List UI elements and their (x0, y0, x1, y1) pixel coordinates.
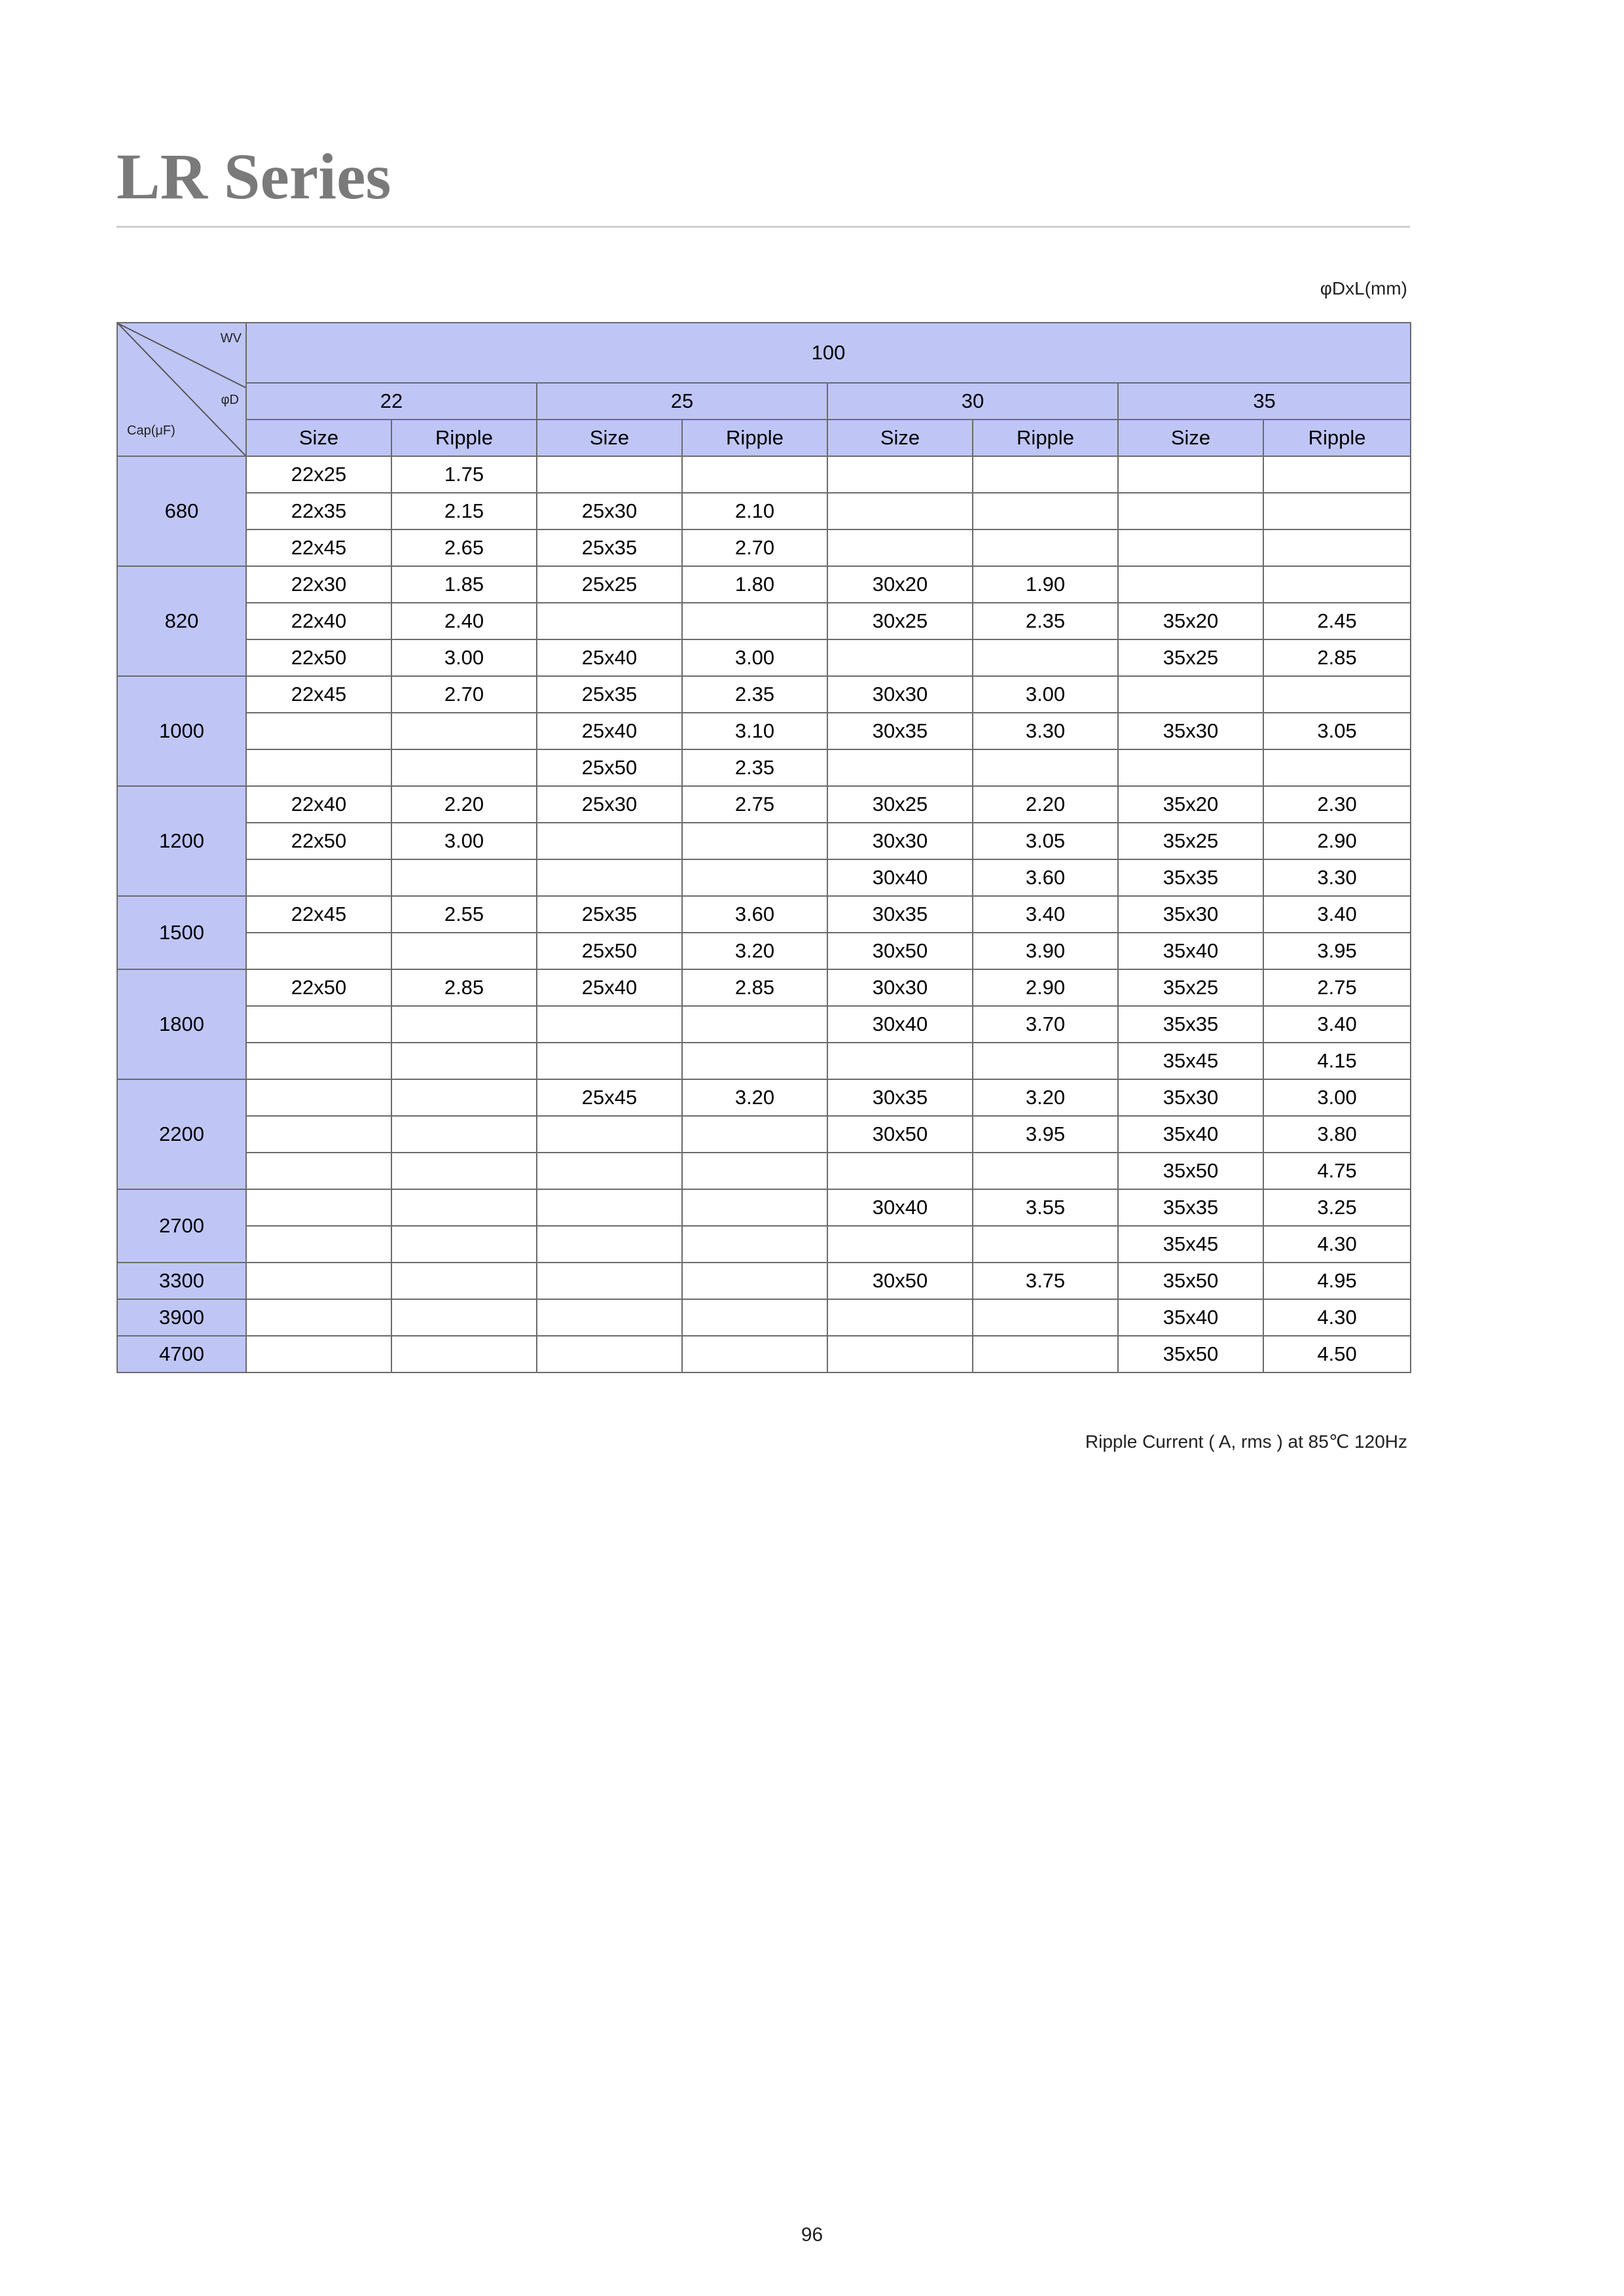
size-cell: 35x40 (1118, 1299, 1263, 1336)
ripple-cell (973, 1336, 1118, 1372)
size-cell: 30x50 (827, 1263, 973, 1299)
ripple-cell: 3.70 (973, 1006, 1118, 1043)
size-cell: 35x20 (1118, 786, 1263, 823)
size-cell: 22x35 (246, 493, 391, 529)
ripple-cell: 3.40 (973, 896, 1118, 933)
ripple-cell: 4.30 (1263, 1299, 1411, 1336)
diameter-header-25: 25 (537, 383, 827, 420)
ripple-cell (973, 1043, 1118, 1079)
ripple-current-table (117, 322, 1411, 1373)
ripple-cell: 4.50 (1263, 1336, 1411, 1372)
size-cell: 30x25 (827, 786, 973, 823)
ripple-cell (682, 1226, 827, 1263)
ripple-column-header: Ripple (973, 420, 1118, 456)
capacitance-cell: 3300 (117, 1263, 246, 1299)
ripple-cell: 2.90 (1263, 823, 1411, 859)
size-cell: 25x40 (537, 639, 682, 676)
ripple-cell (391, 749, 537, 786)
size-cell (827, 529, 973, 566)
size-cell (537, 859, 682, 896)
capacitance-cell: 2700 (117, 1189, 246, 1263)
ripple-cell (682, 823, 827, 859)
table-row (117, 1226, 1411, 1263)
size-cell: 35x25 (1118, 969, 1263, 1006)
ripple-cell: 2.70 (682, 529, 827, 566)
size-cell: 25x50 (537, 933, 682, 969)
size-cell (246, 1153, 391, 1189)
size-cell (246, 859, 391, 896)
size-cell: 35x35 (1118, 859, 1263, 896)
diameter-header-row (117, 383, 1411, 420)
size-cell (827, 456, 973, 493)
size-cell: 22x45 (246, 676, 391, 713)
size-cell: 30x40 (827, 859, 973, 896)
size-cell: 25x40 (537, 969, 682, 1006)
size-cell (827, 1336, 973, 1372)
ripple-cell (682, 456, 827, 493)
ripple-cell: 3.60 (973, 859, 1118, 896)
ripple-cell: 3.20 (973, 1079, 1118, 1116)
size-cell: 35x50 (1118, 1336, 1263, 1372)
ripple-cell: 2.90 (973, 969, 1118, 1006)
table-body (117, 456, 1411, 1372)
size-cell: 25x40 (537, 713, 682, 749)
size-cell: 25x35 (537, 676, 682, 713)
ripple-cell (391, 1079, 537, 1116)
page-number: 96 (801, 2224, 823, 2246)
size-cell (537, 1263, 682, 1299)
column-header-row (117, 420, 1411, 456)
size-cell (246, 1116, 391, 1153)
ripple-cell: 3.75 (973, 1263, 1118, 1299)
size-column-header: Size (827, 420, 973, 456)
diameter-header-30: 30 (827, 383, 1118, 420)
ripple-cell: 2.85 (682, 969, 827, 1006)
ripple-cell (391, 1153, 537, 1189)
ripple-cell (682, 1116, 827, 1153)
size-cell: 30x40 (827, 1006, 973, 1043)
table-row (117, 493, 1411, 529)
ripple-cell: 2.35 (682, 676, 827, 713)
size-cell (246, 749, 391, 786)
ripple-cell: 3.95 (973, 1116, 1118, 1153)
ripple-cell (973, 1299, 1118, 1336)
page-title: LR Series (117, 140, 391, 213)
table-row (117, 786, 1411, 823)
ripple-cell: 4.15 (1263, 1043, 1411, 1079)
size-cell (827, 1299, 973, 1336)
size-cell (1118, 529, 1263, 566)
ripple-cell: 3.40 (1263, 1006, 1411, 1043)
ripple-cell (1263, 749, 1411, 786)
diameter-header-22: 22 (246, 383, 537, 420)
capacitance-cell: 1800 (117, 969, 246, 1079)
size-cell: 22x50 (246, 823, 391, 859)
size-cell: 25x25 (537, 566, 682, 603)
size-cell (827, 1226, 973, 1263)
ripple-cell (1263, 566, 1411, 603)
size-cell (246, 933, 391, 969)
size-cell (537, 1006, 682, 1043)
size-cell: 35x40 (1118, 1116, 1263, 1153)
ripple-cell: 2.20 (973, 786, 1118, 823)
size-cell (537, 1153, 682, 1189)
ripple-cell: 3.60 (682, 896, 827, 933)
ripple-cell: 3.10 (682, 713, 827, 749)
wv-header-row (117, 323, 1411, 383)
ripple-cell: 3.25 (1263, 1189, 1411, 1226)
ripple-cell (973, 1226, 1118, 1263)
ripple-column-header: Ripple (1263, 420, 1411, 456)
table-row (117, 823, 1411, 859)
table-row (117, 1189, 1411, 1226)
ripple-cell: 2.70 (391, 676, 537, 713)
size-cell: 25x45 (537, 1079, 682, 1116)
table-row (117, 713, 1411, 749)
ripple-cell: 2.35 (973, 603, 1118, 639)
ripple-cell (391, 1226, 537, 1263)
table-row (117, 749, 1411, 786)
size-cell (827, 639, 973, 676)
ripple-cell (1263, 529, 1411, 566)
size-cell (1118, 566, 1263, 603)
ripple-cell (973, 749, 1118, 786)
capacitance-cell: 1000 (117, 676, 246, 786)
size-cell: 35x50 (1118, 1263, 1263, 1299)
size-cell: 25x35 (537, 896, 682, 933)
size-cell (537, 456, 682, 493)
size-cell: 25x30 (537, 786, 682, 823)
ripple-cell (391, 933, 537, 969)
size-cell: 22x50 (246, 639, 391, 676)
dimension-unit-label: φDxL(mm) (1320, 278, 1407, 298)
ripple-cell (391, 1189, 537, 1226)
size-cell: 35x25 (1118, 639, 1263, 676)
size-cell: 30x50 (827, 933, 973, 969)
ripple-cell: 2.85 (1263, 639, 1411, 676)
table-row (117, 1006, 1411, 1043)
size-cell: 35x35 (1118, 1189, 1263, 1226)
table-row (117, 1153, 1411, 1189)
size-cell (537, 1116, 682, 1153)
size-cell (246, 1006, 391, 1043)
table-row (117, 529, 1411, 566)
corner-cap-label: Cap(μF) (127, 423, 175, 438)
size-cell: 22x40 (246, 603, 391, 639)
size-cell: 35x25 (1118, 823, 1263, 859)
ripple-cell: 2.35 (682, 749, 827, 786)
capacitance-cell: 820 (117, 566, 246, 676)
size-cell (827, 1153, 973, 1189)
ripple-cell: 1.85 (391, 566, 537, 603)
table-row (117, 1299, 1411, 1336)
ripple-cell: 1.75 (391, 456, 537, 493)
size-cell: 30x25 (827, 603, 973, 639)
size-cell: 30x35 (827, 896, 973, 933)
size-cell (246, 713, 391, 749)
table-corner-cell (117, 323, 246, 456)
table-row (117, 1336, 1411, 1372)
capacitance-cell: 680 (117, 456, 246, 566)
size-cell: 35x45 (1118, 1043, 1263, 1079)
ripple-cell (391, 1116, 537, 1153)
size-cell (537, 1043, 682, 1079)
ripple-column-header: Ripple (391, 420, 537, 456)
size-cell (827, 1043, 973, 1079)
size-cell: 35x20 (1118, 603, 1263, 639)
ripple-cell: 3.30 (973, 713, 1118, 749)
size-cell (1118, 456, 1263, 493)
ripple-cell: 2.40 (391, 603, 537, 639)
size-cell (1118, 676, 1263, 713)
ripple-column-header: Ripple (682, 420, 827, 456)
size-column-header: Size (1118, 420, 1263, 456)
wv-value-cell: 100 (246, 323, 1411, 383)
size-cell (246, 1226, 391, 1263)
size-cell: 35x30 (1118, 1079, 1263, 1116)
ripple-cell: 3.90 (973, 933, 1118, 969)
table-row (117, 1043, 1411, 1079)
ripple-cell (391, 1299, 537, 1336)
size-cell (246, 1263, 391, 1299)
ripple-cell: 2.85 (391, 969, 537, 1006)
size-cell (1118, 749, 1263, 786)
ripple-cell: 1.80 (682, 566, 827, 603)
ripple-cell: 2.20 (391, 786, 537, 823)
size-cell: 22x45 (246, 896, 391, 933)
ripple-cell (682, 1336, 827, 1372)
ripple-cell (682, 1043, 827, 1079)
ripple-cell (973, 1153, 1118, 1189)
capacitance-cell: 2200 (117, 1079, 246, 1189)
ripple-cell (391, 713, 537, 749)
ripple-cell: 3.00 (973, 676, 1118, 713)
size-cell: 30x30 (827, 969, 973, 1006)
ripple-cell: 3.40 (1263, 896, 1411, 933)
size-cell: 35x45 (1118, 1226, 1263, 1263)
table-row (117, 1263, 1411, 1299)
ripple-current-note: Ripple Current ( A, rms ) at 85℃ 120Hz (1085, 1431, 1407, 1452)
ripple-cell: 3.00 (391, 823, 537, 859)
ripple-cell: 3.30 (1263, 859, 1411, 896)
table-row (117, 456, 1411, 493)
ripple-cell (391, 1336, 537, 1372)
size-cell (827, 493, 973, 529)
ripple-cell: 3.00 (1263, 1079, 1411, 1116)
ripple-cell: 4.95 (1263, 1263, 1411, 1299)
ripple-cell: 3.20 (682, 1079, 827, 1116)
ripple-cell (682, 1153, 827, 1189)
ripple-cell (682, 603, 827, 639)
size-column-header: Size (246, 420, 391, 456)
size-cell (246, 1299, 391, 1336)
table-row (117, 566, 1411, 603)
table-row (117, 896, 1411, 933)
ripple-cell: 2.75 (682, 786, 827, 823)
size-cell (1118, 493, 1263, 529)
diameter-header-35: 35 (1118, 383, 1411, 420)
size-column-header: Size (537, 420, 682, 456)
ripple-cell (1263, 493, 1411, 529)
ripple-cell: 3.05 (1263, 713, 1411, 749)
size-cell: 22x30 (246, 566, 391, 603)
size-cell (827, 749, 973, 786)
size-cell: 22x40 (246, 786, 391, 823)
size-cell (537, 823, 682, 859)
ripple-cell: 4.75 (1263, 1153, 1411, 1189)
ripple-cell (682, 1006, 827, 1043)
table-row (117, 603, 1411, 639)
size-cell: 22x25 (246, 456, 391, 493)
size-cell (246, 1043, 391, 1079)
size-cell: 30x35 (827, 713, 973, 749)
capacitance-cell: 1200 (117, 786, 246, 896)
ripple-cell: 2.55 (391, 896, 537, 933)
size-cell: 25x30 (537, 493, 682, 529)
size-cell (537, 603, 682, 639)
table-row (117, 859, 1411, 896)
size-cell: 35x30 (1118, 713, 1263, 749)
ripple-cell: 4.30 (1263, 1226, 1411, 1263)
ripple-cell: 1.90 (973, 566, 1118, 603)
capacitance-cell: 1500 (117, 896, 246, 969)
ripple-cell (973, 529, 1118, 566)
ripple-cell: 2.30 (1263, 786, 1411, 823)
corner-wv-label: WV (220, 331, 242, 346)
ripple-cell: 3.00 (391, 639, 537, 676)
ripple-cell (1263, 676, 1411, 713)
ripple-cell: 3.20 (682, 933, 827, 969)
ripple-cell: 3.55 (973, 1189, 1118, 1226)
ripple-cell (391, 1263, 537, 1299)
size-cell: 35x40 (1118, 933, 1263, 969)
capacitance-cell: 4700 (117, 1336, 246, 1372)
ripple-cell (682, 1263, 827, 1299)
size-cell: 22x50 (246, 969, 391, 1006)
size-cell: 30x30 (827, 823, 973, 859)
ripple-cell (682, 1189, 827, 1226)
ripple-cell: 2.15 (391, 493, 537, 529)
ripple-cell (391, 1006, 537, 1043)
corner-diameter-label: φD (221, 393, 239, 407)
size-cell (246, 1079, 391, 1116)
ripple-cell: 2.75 (1263, 969, 1411, 1006)
ripple-cell: 3.00 (682, 639, 827, 676)
capacitance-cell: 3900 (117, 1299, 246, 1336)
size-cell: 22x45 (246, 529, 391, 566)
ripple-cell (1263, 456, 1411, 493)
size-cell (246, 1189, 391, 1226)
ripple-cell (391, 859, 537, 896)
ripple-cell (682, 859, 827, 896)
ripple-cell: 2.65 (391, 529, 537, 566)
size-cell: 25x50 (537, 749, 682, 786)
table-row (117, 969, 1411, 1006)
title-divider (117, 226, 1410, 228)
size-cell: 35x35 (1118, 1006, 1263, 1043)
size-cell (246, 1336, 391, 1372)
ripple-cell (973, 456, 1118, 493)
ripple-cell (973, 639, 1118, 676)
ripple-cell (973, 493, 1118, 529)
table-row (117, 1116, 1411, 1153)
size-cell (537, 1189, 682, 1226)
table-row (117, 639, 1411, 676)
ripple-cell: 3.80 (1263, 1116, 1411, 1153)
size-cell: 30x35 (827, 1079, 973, 1116)
ripple-cell: 2.10 (682, 493, 827, 529)
ripple-cell: 3.05 (973, 823, 1118, 859)
ripple-cell: 2.45 (1263, 603, 1411, 639)
table-row (117, 1079, 1411, 1116)
table-row (117, 676, 1411, 713)
size-cell: 25x35 (537, 529, 682, 566)
ripple-cell (391, 1043, 537, 1079)
table-row (117, 933, 1411, 969)
size-cell (537, 1299, 682, 1336)
size-cell: 30x20 (827, 566, 973, 603)
size-cell: 30x30 (827, 676, 973, 713)
size-cell: 30x40 (827, 1189, 973, 1226)
size-cell: 35x50 (1118, 1153, 1263, 1189)
ripple-cell (682, 1299, 827, 1336)
ripple-cell: 3.95 (1263, 933, 1411, 969)
size-cell: 30x50 (827, 1116, 973, 1153)
size-cell: 35x30 (1118, 896, 1263, 933)
size-cell (537, 1336, 682, 1372)
size-cell (537, 1226, 682, 1263)
